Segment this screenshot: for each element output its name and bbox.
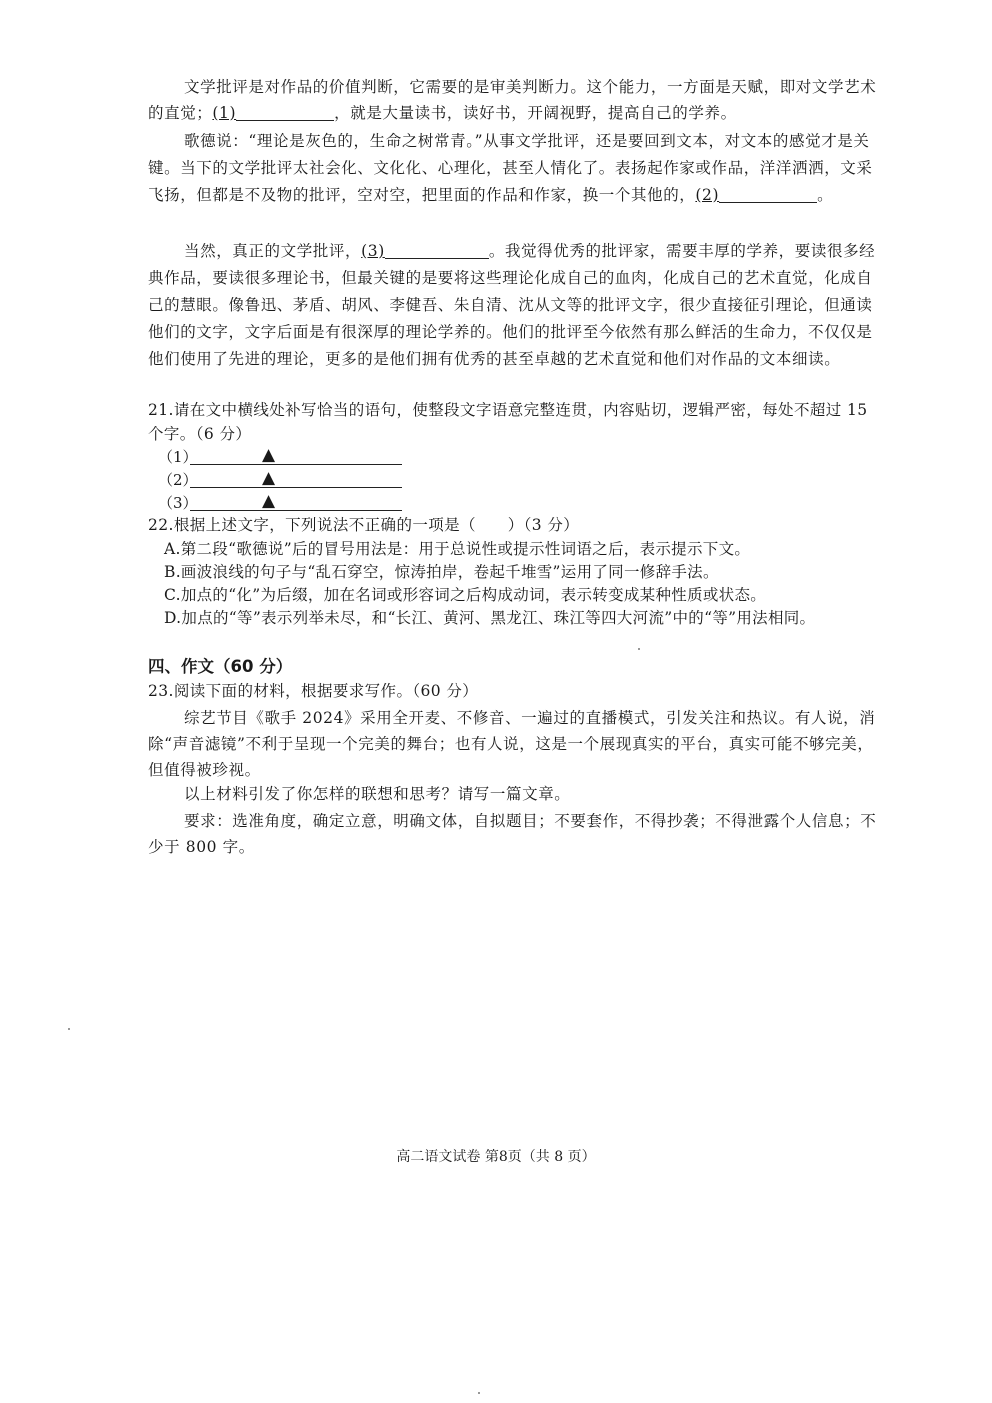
q22-option-c: C.加点的“化”为后缀，加在名词或形容词之后构成动词，表示转变成某种性质或状态。 bbox=[164, 586, 767, 604]
blank-2-line bbox=[719, 184, 817, 203]
q23-requirements: 要求：选准角度，确定立意，明确文体，自拟题目；不要套作，不得抄袭；不得泄露个人信息；不少于 800 字。 bbox=[148, 812, 877, 856]
q22-option-a: A.第二段“歌德说”后的冒号用法是：用于总说性或提示性词语之后，表示提示下文。 bbox=[164, 540, 751, 558]
answer-triangle-mark-1: ▲ bbox=[262, 445, 276, 465]
answer-triangle-mark-2: ▲ bbox=[262, 468, 276, 488]
passage-p2-end: 。 bbox=[817, 186, 834, 204]
passage-p3-text-a: 当然，真正的文学批评， bbox=[184, 242, 362, 260]
question-23-stem: 23.阅读下面的材料，根据要求写作。（60 分） bbox=[148, 682, 479, 700]
passage-p2-text: 歌德说：“理论是灰色的，生命之树常青。”从事文学批评，还是要回到文本，对文本的感觉才是关键。当下的文学批评太社会化、文化化、心理化，甚至人情化了。表扬起作家或作品，洋洋洒洒，文采飞扬，但都是不及物的批评，空对空，把里面的作品和作家，换一个其他的， bbox=[148, 132, 873, 204]
q22-option-d: D.加点的“等”表示列举未尽，和“长江、黄河、黑龙江、珠江等四大河流”中的“等”用法相同。 bbox=[164, 609, 816, 627]
passage-p3-text-b: 。我觉得优秀的批评家，需要丰厚的学养，要读很多经典作品，要读很多理论书，但最关键的是要将这些理论化成自己的血肉，化成自己的艺术直觉，化成自己的慧眼。像鲁迅、茅盾、胡风、李健吾、朱自清、沈从文等的批评文字，很少直接征引理论，但通读他们的文字，文字后面是有很深厚的理论学养的。他们的批评至今依然有那么鲜活的生命力，不仅仅是他们使用了先进的理论，更多的是他们拥有优秀的甚至卓越的艺术直觉和他们对作品的文本细读。 bbox=[148, 242, 876, 368]
q23-prompt: 以上材料引发了你怎样的联想和思考？请写一篇文章。 bbox=[184, 785, 571, 803]
question-21-stem: 21.请在文中横线处补写恰当的语句，使整段文字语意完整连贯，内容贴切，逻辑严密，每处不超过 15 个字。（6 分） bbox=[148, 401, 868, 443]
blank-3-line bbox=[385, 240, 489, 259]
q22-option-b: B.画波浪线的句子与“乱石穿空，惊涛拍岸，卷起千堆雪”运用了同一修辞手法。 bbox=[164, 563, 719, 581]
blank-3-label: (3) bbox=[361, 242, 385, 260]
answer-line-1[interactable] bbox=[190, 446, 402, 465]
answer-line-3[interactable] bbox=[190, 492, 402, 511]
blank-2-label: (2) bbox=[695, 186, 720, 204]
answer-label-2: （2） bbox=[158, 471, 198, 489]
answer-triangle-mark-3: ▲ bbox=[262, 491, 276, 511]
scan-speck bbox=[638, 648, 640, 650]
answer-line-2[interactable] bbox=[190, 469, 402, 488]
answer-label-3: （3） bbox=[158, 494, 198, 512]
passage-paragraph-3 bbox=[148, 238, 883, 373]
section-4-heading: 四、作文（60 分） bbox=[148, 657, 293, 676]
passage-paragraph-2 bbox=[148, 128, 883, 209]
blank-1-line bbox=[236, 102, 334, 121]
passage-p1-text-a: 文学批评是对作品的价值判断，它需要的是审美判断力。这个能力，一方面是天赋，即对文学艺术的直觉； bbox=[148, 78, 877, 122]
page-footer: 高二语文试卷 第8页（共 8 页） bbox=[396, 1149, 596, 1165]
scan-speck bbox=[478, 1392, 480, 1394]
answer-label-1: （1） bbox=[158, 448, 198, 466]
scan-speck bbox=[68, 1028, 70, 1030]
q23-material: 综艺节目《歌手 2024》采用全开麦、不修音、一遍过的直播模式，引发关注和热议。有人说，消除“声音滤镜”不利于呈现一个完美的舞台；也有人说，这是一个展现真实的平台，真实可能不够完美，但值得被珍视。 bbox=[148, 709, 876, 779]
passage-p1-text-b: ，就是大量读书，读好书，开阔视野，提高自己的学养。 bbox=[334, 104, 737, 122]
question-22-stem: 22.根据上述文字，下列说法不正确的一项是（ ）（3 分） bbox=[148, 516, 580, 534]
passage-paragraph-1 bbox=[148, 74, 883, 126]
blank-1-label: (1) bbox=[212, 104, 237, 122]
